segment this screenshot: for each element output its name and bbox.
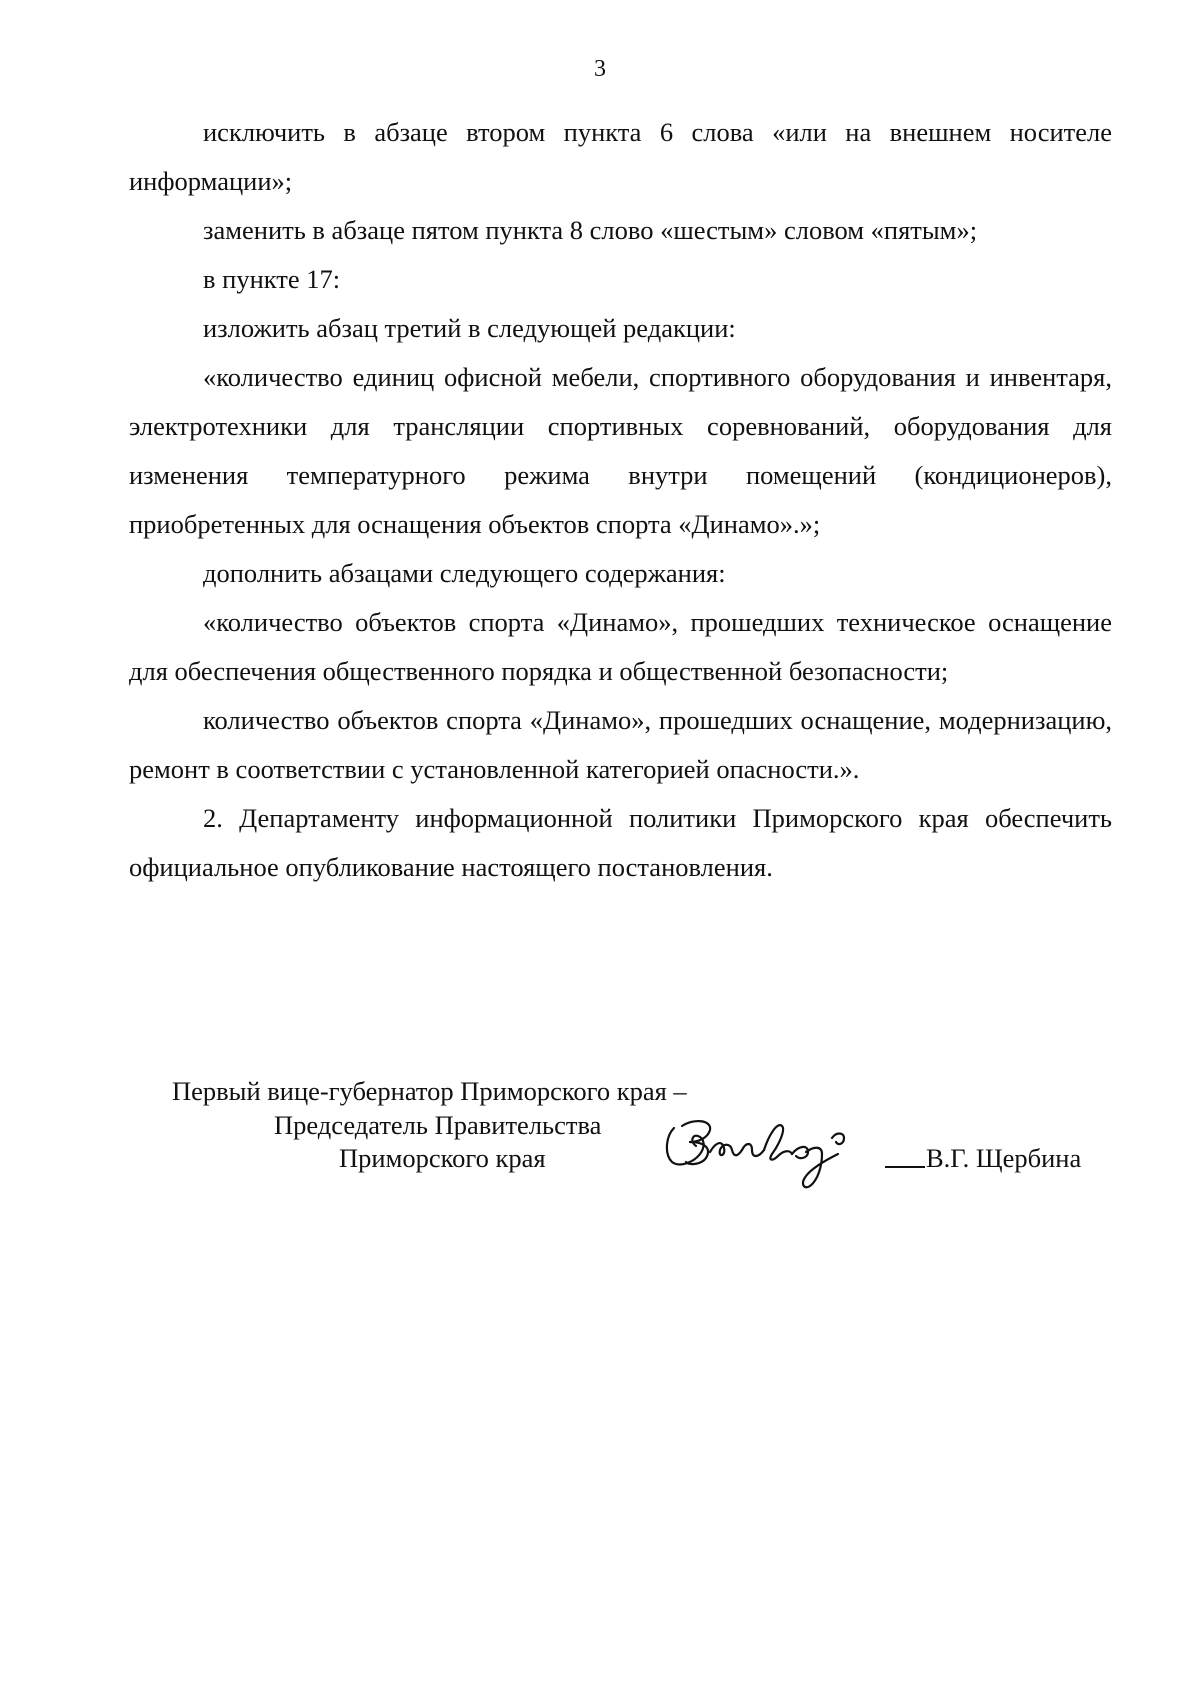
paragraph-supplement: дополнить абзацами следующего содержания: [203,558,726,588]
paragraph-quote-modernization: количество объектов спорта «Динамо», прошедших оснащение, модернизацию, ремонт в соответствии с установленной категорией опасности.». [129,705,1112,784]
signatory-name: В.Г. Щербина [926,1143,1082,1173]
signatory-position-line-1: Первый вице-губернатор Приморского края – [172,1076,687,1106]
paragraph-item-17: в пункте 17: [203,264,341,294]
signatory-position-line-2: Председатель Правительства [274,1110,602,1140]
handwritten-signature [660,1096,890,1196]
page-number: 3 [594,56,606,82]
signature-block [0,1074,1200,1194]
signatory-position-line-3: Приморского края [339,1143,546,1173]
paragraph-exclude-words: исключить в абзаце втором пункта 6 слова «или на внешнем носителе информации»; [129,117,1112,196]
paragraph-publication-order: 2. Департаменту информационной политики Приморского края обеспечить официальное опубликование настоящего постановления. [129,803,1112,882]
paragraph-replace-word: заменить в абзаце пятом пункта 8 слово «шестым» словом «пятым»; [203,215,978,245]
paragraph-restate-third: изложить абзац третий в следующей редакции: [203,313,736,343]
paragraph-quote-furniture: «количество единиц офисной мебели, спортивного оборудования и инвентаря, электротехники для трансляции спортивных соревнований, оборудования для изменения температурного режима внутри помещений (кондиционеров), приобретенных для оснащения объектов спорта «Динамо».»; [129,362,1112,539]
paragraph-quote-security: «количество объектов спорта «Динамо», прошедших техническое оснащение для обеспечения общественного порядка и общественной безопасности; [129,607,1112,686]
document-body [129,108,1112,892]
signature-underline [885,1166,925,1168]
